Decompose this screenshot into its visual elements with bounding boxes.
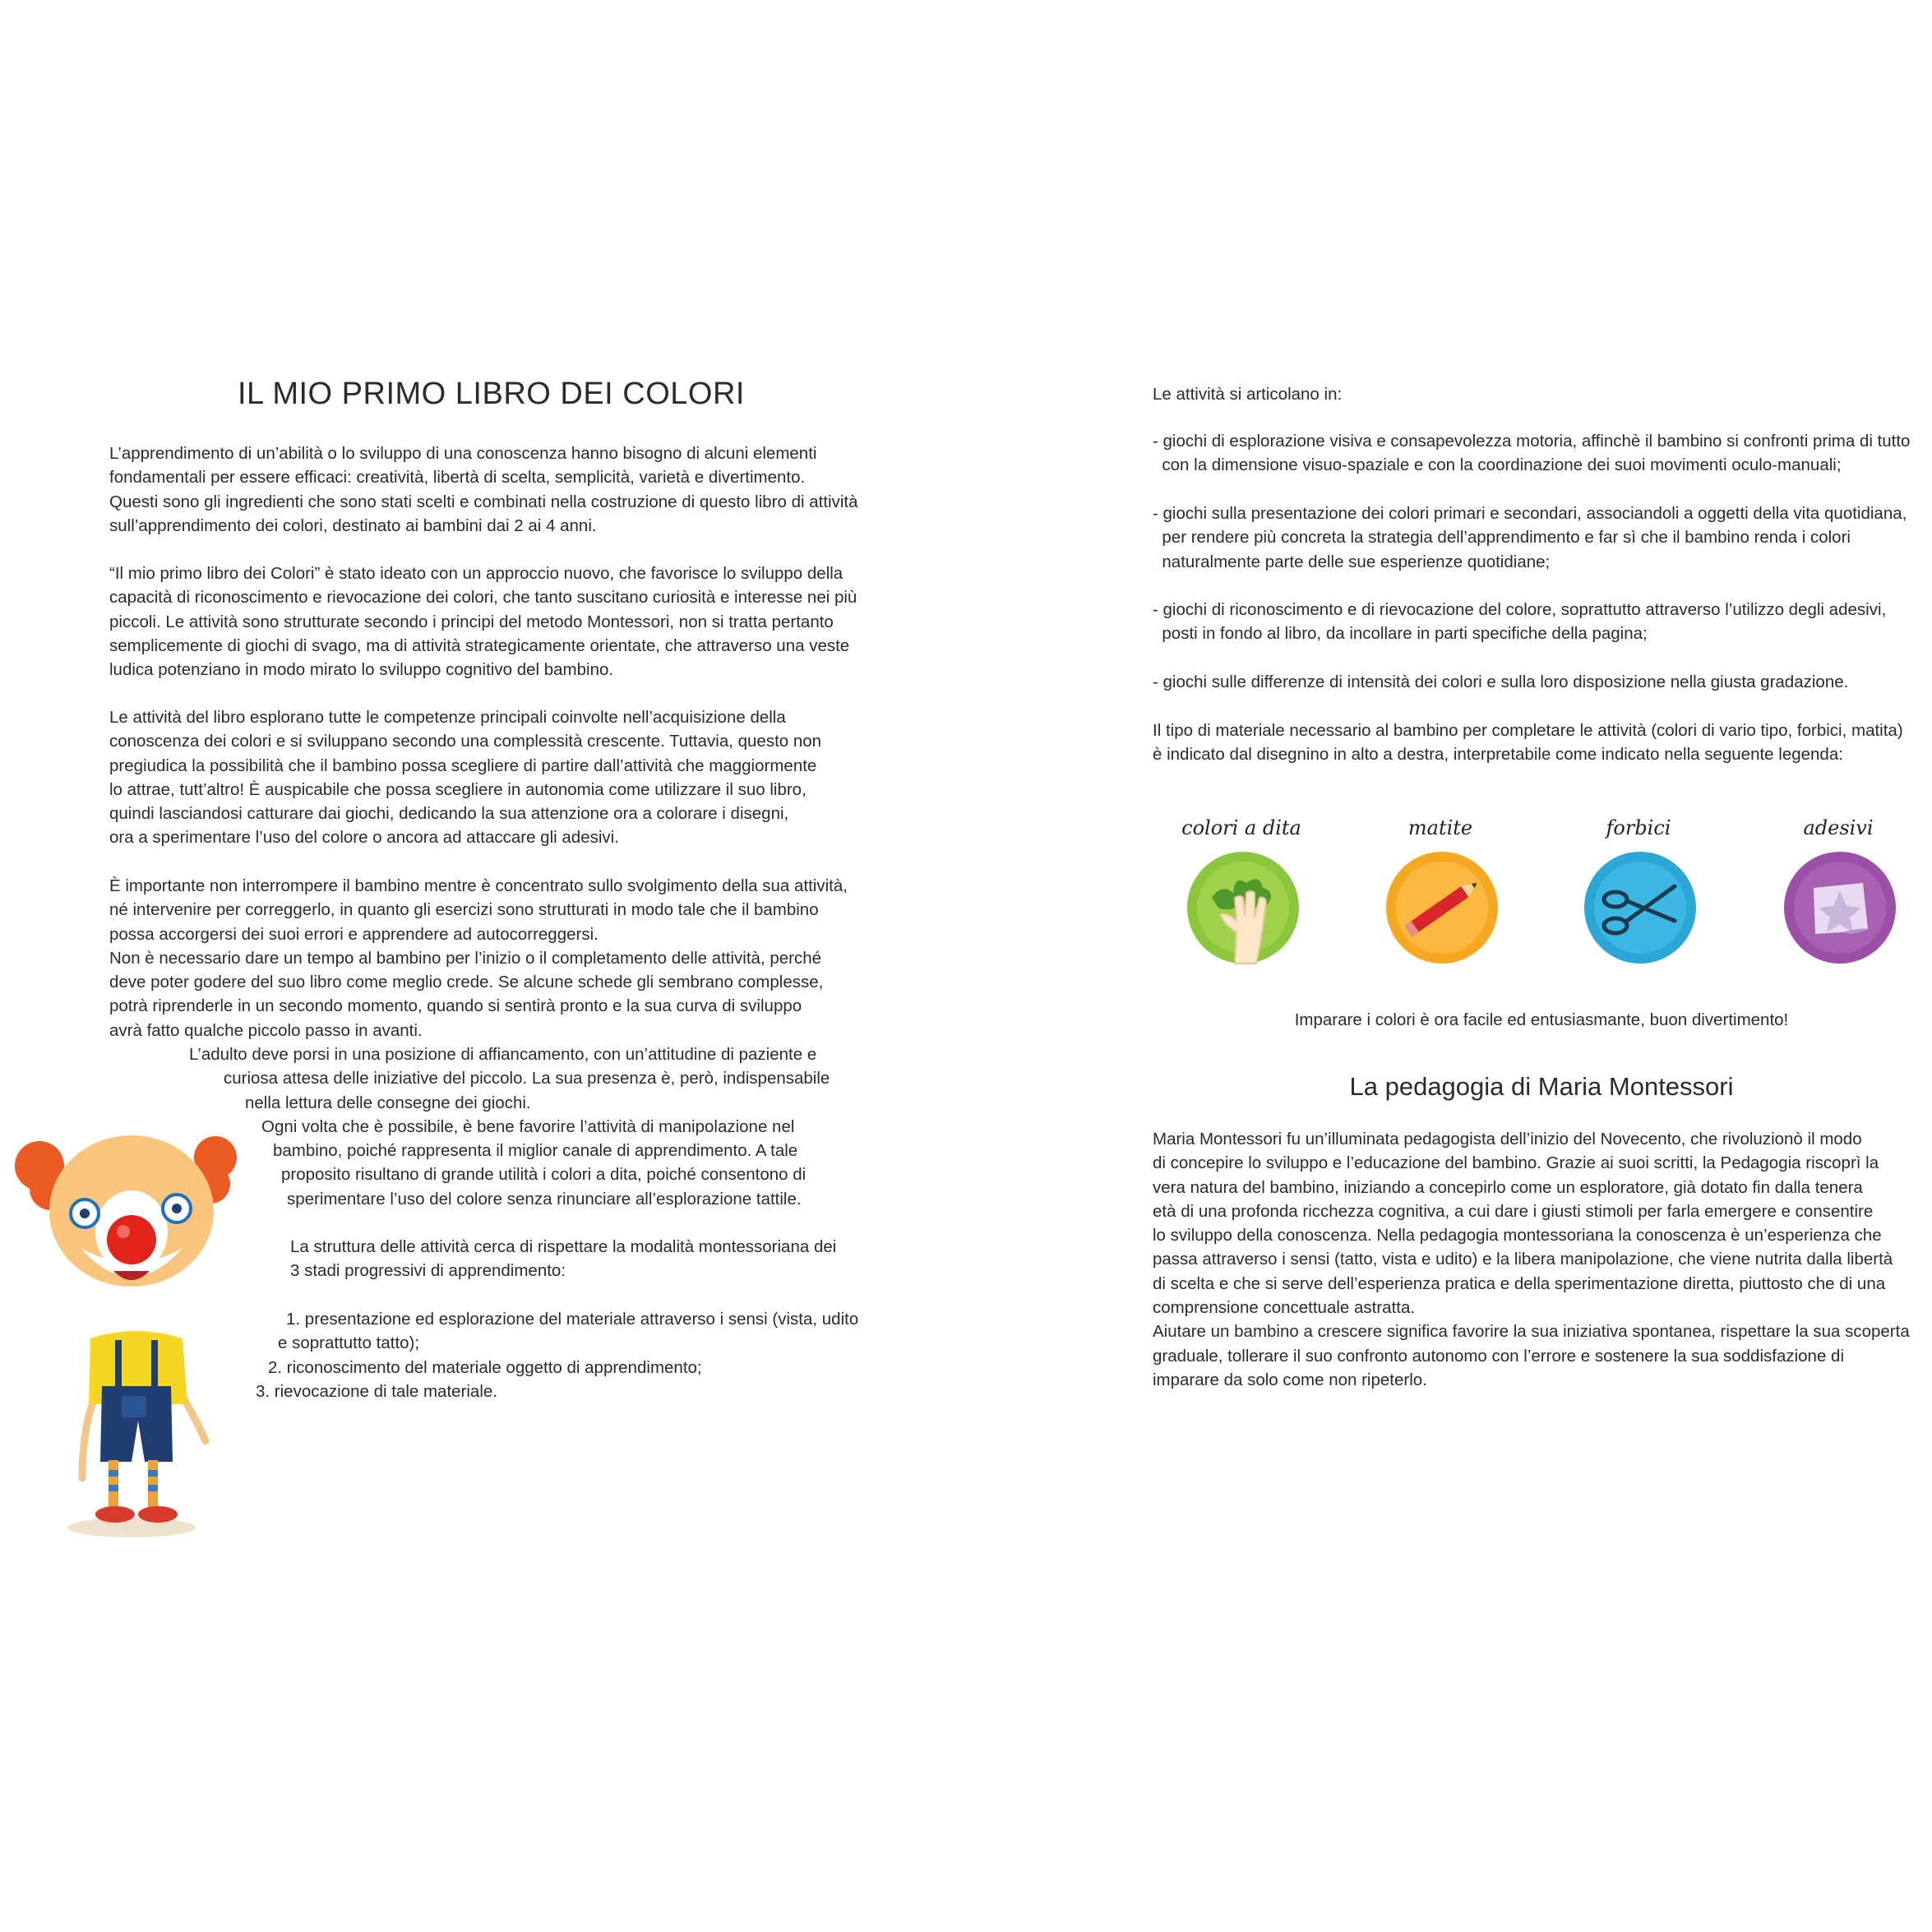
text-line: È importante non interrompere il bambino mentre è concentrato sullo svolgimento della sua attività, — [109, 876, 848, 895]
text-line: L’apprendimento di un’abilità o lo sviluppo di una conoscenza hanno bisogno di alcuni elementi — [109, 444, 817, 463]
pencil-icon — [1384, 850, 1500, 965]
text-line: 3 stadi progressivi di apprendimento: — [290, 1261, 566, 1281]
text-line: semplicemente di giochi di svago, ma di attività strategicamente orientate, che attraverso una veste — [109, 636, 850, 655]
text-line: posti in fondo al libro, da incollare in parti specifiche della pagina; — [1153, 624, 1648, 644]
text-line: Le attività si articolano in: — [1153, 385, 1343, 404]
clown-strap — [151, 1340, 158, 1389]
legend-label-scissors: forbici — [1606, 816, 1671, 839]
list-item: 1. presentazione ed esplorazione del materiale attraverso i sensi (vista, udito — [286, 1310, 859, 1329]
clown-shadow — [67, 1518, 196, 1537]
materials-paragraph — [1153, 719, 1903, 767]
text-line: età di una profonda ricchezza cognitiva, a cui dare i giusti stimoli per farla emergere e consentire — [1153, 1201, 1874, 1221]
page-title: IL MIO PRIMO LIBRO DEI COLORI — [238, 377, 745, 411]
clown-shoe — [138, 1506, 178, 1523]
text-line: piccoli. Le attività sono strutturate secondo i principi del metodo Montessori, non si tratta pertanto — [109, 612, 834, 631]
activity-bullet — [1153, 429, 1910, 478]
text-line: fondamentali per essere efficaci: creatività, libertà di scelta, semplicità, varietà e divertimento. — [109, 468, 806, 488]
text-line: curiosa attesa delle iniziative del piccolo. La sua presenza è, però, indispensabile — [224, 1069, 830, 1088]
text-line: proposito risultano di grande utilità i colori a dita, poiché consentono di — [281, 1165, 807, 1185]
text-line: possa accorgersi dei suoi errori e apprendere ad autocorreggersi. — [109, 924, 599, 944]
paragraph-approach — [109, 562, 857, 682]
clown-sock-stripe — [148, 1485, 158, 1491]
text-line: con la dimensione visuo-spaziale e con la coordinazione dei suoi movimenti oculo-manuali; — [1153, 455, 1842, 475]
text-line: di concepire lo sviluppo e l’educazione del bambino. Grazie ai suoi scritti, la Pedagogia riscoprì la — [1153, 1153, 1879, 1173]
list-item: 3. rievocazione di tale materiale. — [256, 1381, 497, 1401]
text-line: di scelta e che si serve dell’esperienza pratica e della sperimentazione diretta, piuttosto che di una — [1153, 1273, 1886, 1293]
paragraph-intro — [109, 441, 857, 538]
clown-illustration — [0, 1125, 238, 1544]
text-line: Non è necessario dare un tempo al bambino per l’inizio o il completamento delle attività, perché — [109, 948, 822, 968]
text-line: - giochi di esplorazione visiva e consapevolezza motoria, affinchè il bambino si confronti prima di tutto — [1153, 432, 1911, 451]
text-line: - giochi di riconoscimento e di rievocazione del colore, soprattutto attraverso l’utilizzo degli adesivi, — [1153, 600, 1887, 619]
clown-sock-stripe — [109, 1470, 118, 1477]
text-line: Maria Montessori fu un’illuminata pedagogista dell’inizio del Novecento, che rivoluzionò il modo — [1153, 1130, 1862, 1149]
text-line: lo sviluppo della conoscenza. Nella pedagogia montessoriana la conoscenza è un’esperienza che — [1153, 1226, 1882, 1246]
clown-sock-stripe — [109, 1485, 118, 1491]
montessori-paragraph — [1153, 1127, 1910, 1392]
activity-bullet — [1153, 501, 1907, 574]
list-item: e soprattutto tatto); — [278, 1333, 420, 1353]
text-line: né intervenire per correggerlo, in quanto gli esercizi sono strutturati in modo tale che il bambino — [109, 900, 819, 920]
text-line: quindi lasciandosi catturare dai giochi, dedicando la sua attenzione ora a colorare i disegni, — [109, 804, 789, 824]
text-line: Aiutare un bambino a crescere significa favorire la sua iniziativa spontanea, rispettare la sua scoperta — [1153, 1322, 1910, 1342]
clown-pupil — [80, 1209, 90, 1218]
clown-pupil — [172, 1204, 182, 1213]
text-line: passa attraverso i sensi (tatto, vista e udito) e la libera manipolazione, che viene nutrita dalla libertà — [1153, 1250, 1893, 1269]
text-line: comprensione concettuale astratta. — [1153, 1298, 1416, 1318]
text-line: capacità di riconoscimento e rievocazione dei colori, che tanto suscitano curiosità e interesse nei più — [109, 588, 857, 608]
scissors-icon — [1583, 850, 1698, 965]
legend-label-stickers: adesivi — [1803, 816, 1874, 839]
text-line: imparare da solo come non ripeterlo. — [1153, 1370, 1427, 1389]
text-line: naturalmente parte delle sue esperienze quotidiane; — [1153, 552, 1551, 571]
text-line: Questi sono gli ingredienti che sono stati scelti e combinati nella costruzione di questo libro di attività — [109, 492, 858, 511]
text-line: - giochi sulle differenze di intensità dei colori e sulla loro disposizione nella giusta gradazione. — [1153, 673, 1849, 691]
paragraph-competences — [109, 705, 821, 850]
legend-label-pencils: matite — [1407, 816, 1473, 839]
sticker-icon — [1782, 850, 1897, 965]
text-line: graduale, tollerare il suo confronto autonomo con l’errore e sostenere la sua soddisfazione di — [1153, 1346, 1845, 1366]
text-line: Il tipo di materiale necessario al bambino per completare le attività (colori di vario tipo, forbici, matita) — [1153, 721, 1903, 740]
text-line: ludica potenziano in modo mirato lo sviluppo cognitivo del bambino. — [109, 660, 614, 680]
text-line: Imparare i colori è ora facile ed entusiasmante, buon divertimento! — [1294, 1010, 1789, 1029]
text-line: La struttura delle attività cerca di rispettare la modalità montessoriana dei — [290, 1237, 837, 1256]
text-line: pregiudica la possibilità che il bambino possa scegliere di partire dall’attività che maggiormente — [109, 756, 817, 775]
activity-bullet — [1153, 670, 1848, 694]
text-line: per rendere più concreta la strategia dell’apprendimento e far sì che il bambino renda i colori — [1153, 528, 1851, 548]
section-subtitle: La pedagogia di Maria Montessori — [1349, 1072, 1734, 1101]
finger-paint-icon — [1186, 850, 1301, 965]
clown-pocket — [122, 1396, 146, 1417]
text-line: è indicato dal disegnino in alto a destra, interpretabile come indicato nella seguente legenda: — [1153, 745, 1843, 765]
text-line: conoscenza dei colori e si sviluppano secondo una complessità crescente. Tuttavia, questo non — [109, 732, 822, 751]
text-line: lo attrae, tutt’altro! È auspicabile che possa scegliere in autonomia come utilizzare il suo libro, — [109, 779, 807, 799]
text-line: vera natura del bambino, iniziando a concepirlo come un esploratore, già dotato fin dalla tenera — [1153, 1177, 1863, 1197]
closing-line — [1151, 1008, 1932, 1032]
clown-nose-highlight — [117, 1225, 130, 1238]
text-line: sperimentare l’uso del colore senza rinunciare all’esplorazione tattile. — [287, 1189, 802, 1209]
activity-bullet — [1153, 598, 1886, 646]
text-line: potrà riprenderle in un secondo momento, quando si sentirà pronto e la sua curva di sviluppo — [109, 996, 802, 1016]
paragraph-concentration — [109, 874, 848, 1042]
text-line: nella lettura delle consegne dei giochi. — [245, 1093, 531, 1112]
legend-label-finger-paint: colori a dita — [1181, 816, 1301, 839]
text-line: ora a sperimentare l’uso del colore o ancora ad attaccare gli adesivi. — [109, 828, 619, 848]
text-line: - giochi sulla presentazione dei colori primari e secondari, associandoli a oggetti della vita quotidiana, — [1153, 504, 1907, 523]
text-line: sull’apprendimento dei colori, destinato ai bambini dai 2 ai 4 anni. — [109, 515, 597, 535]
text-line: “Il mio primo libro dei Colori” è stato ideato con un approccio nuovo, che favorisce lo sviluppo della — [109, 564, 844, 583]
text-line: deve poter godere del suo libro come meglio crede. Se alcune schede gli sembrano complesse, — [109, 973, 824, 992]
text-line: L’adulto deve porsi in una posizione di affiancamento, con un’attitudine di paziente e — [189, 1045, 817, 1064]
text-line: Ogni volta che è possibile, è bene favorire l’attività di manipolazione nel — [261, 1116, 795, 1136]
text-line: bambino, poiché rappresenta il miglior canale di apprendimento. A tale — [273, 1141, 798, 1161]
clown-sock-stripe — [148, 1470, 158, 1477]
clown-nose — [107, 1215, 156, 1264]
text-line: avrà fatto qualche piccolo passo in avanti. — [109, 1020, 423, 1040]
clown-strap — [115, 1340, 122, 1389]
list-item: 2. riconoscimento del materiale oggetto di apprendimento; — [268, 1357, 702, 1377]
activities-intro — [1153, 382, 1342, 406]
right-page — [966, 0, 1932, 1932]
clown-shoe — [95, 1506, 135, 1523]
text-line: Le attività del libro esplorano tutte le competenze principali coinvolte nell’acquisizione della — [109, 708, 786, 727]
